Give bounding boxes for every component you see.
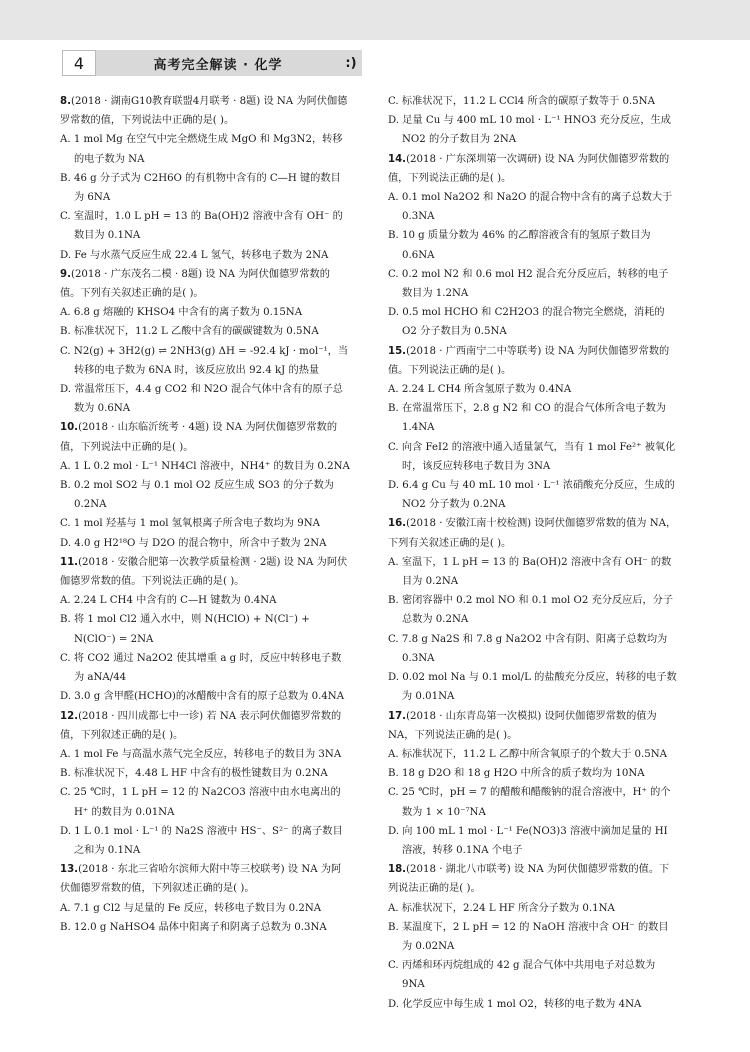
answer-option: B. 0.2 mol SO2 与 0.1 mol O2 反应生成 SO3 的分子数为 0.2NA [60,480,334,511]
question-block [388,707,678,861]
answer-option: C. 标准状况下，11.2 L CCl4 所含的碳原子数等于 0.5NA [388,96,655,107]
answer-option: C. 丙烯和环丙烷组成的 42 g 混合气体中共用电子对总数为 9NA [388,960,656,991]
question-number: 11. [60,556,79,568]
question-text: (2018 · 安徽合肥第一次教学质量检测 · 2题) 设 NA 为阿伏伽德罗常数的值。下列说法正确的是( )。 [60,556,348,588]
question-number: 12. [60,710,79,722]
question-block [60,553,350,707]
question-stem [388,150,678,188]
answer-option: B. 标准状况下，4.48 L HF 中含有的极性键数目为 0.2NA [60,768,328,780]
answer-option: A. 0.1 mol Na2O2 和 Na2O 的混合物中含有的离子总数大于 0.3NA [388,192,673,223]
answer-option: C. 室温时，1.0 L pH = 13 的 Ba(OH)2 溶液中含有 OH⁻ 的数目为 0.1NA [60,211,343,242]
question-number: 8. [60,96,71,107]
question-block [60,265,350,419]
question-text: (2018 · 湖北八市联考) 设 NA 为阿伏伽德罗常数的值。下列说法正确的是( )。 [388,864,670,895]
answer-option: D. 3.0 g 含甲醛(HCHO)的冰醋酸中含有的原子总数为 0.4NA [60,691,345,703]
answer-option: C. 0.2 mol N2 和 0.6 mol H2 混合充分反应后，转移的电子数目为 1.2NA [388,268,669,300]
answer-option: C. 将 CO2 通过 Na2O2 使其增重 a g 时，反应中转移电子数为 aNA/44 [60,652,342,684]
question-block [388,860,678,1014]
page-header [62,50,362,76]
question-stem [60,860,350,898]
question-text: (2018 · 湖南G10教育联盟4月联考 · 8题) 设 NA 为阿伏伽德罗常数的值，下列说法中正确的是( )。 [60,96,348,127]
question-block [60,707,350,861]
answer-option: B. 10 g 质量分数为 46% 的乙醇溶液含有的氢原子数目为 0.6NA [388,230,651,261]
left-column [60,92,350,937]
top-band [0,0,750,40]
question-text: (2018 · 山东青岛第一次模拟) 设阿伏伽德罗常数的值为 NA，下列说法正确的是( )。 [388,710,657,741]
question-block [60,92,350,265]
answer-option: C. 7.8 g Na2S 和 7.8 g Na2O2 中含有阴、阳离子总数均为 0.3NA [388,633,668,664]
answer-option: A. 7.1 g Cl2 与足量的 Fe 反应，转移电子数目为 0.2NA [60,902,322,914]
question-text: (2018 · 四川成都七中一诊) 若 NA 表示阿伏伽德罗常数的值，下列叙述正确的是( )。 [60,710,342,741]
answer-option: A. 2.24 L CH4 所含氢原子数为 0.4NA [388,384,572,396]
answer-option: B. 在常温常压下，2.8 g N2 和 CO 的混合气体所含电子数为 1.4NA [388,403,666,434]
question-stem [388,860,678,898]
answer-option: A. 标准状况下，2.24 L HF 所含分子数为 0.1NA [388,902,615,914]
question-block [60,860,350,937]
question-number: 9. [60,268,71,280]
answer-option: D. 向 100 mL 1 mol · L⁻¹ Fe(NO3)3 溶液中滴加足量的 HI 溶液，转移 0.1NA 个电子 [388,825,668,856]
answer-option: C. 向含 FeI2 的溶液中通入适量氯气，当有 1 mol Fe²⁺ 被氧化时，该反应转移电子数目为 3NA [388,441,676,472]
page-number: 4 [62,50,96,76]
question-block [388,342,678,515]
question-stem [388,514,678,552]
question-number: 10. [60,422,79,434]
answer-option: B. 12.0 g NaHSO4 晶体中阳离子和阴离子总数为 0.3NA [60,921,327,933]
answer-option: C. 1 mol 羟基与 1 mol 氢氧根离子所含电子数均为 9NA [60,518,320,530]
question-text: (2018 · 安徽江南十校检测) 设阿伏伽德罗常数的值为 NA，下列有关叙述正确的是( )。 [388,518,677,549]
answer-option: A. 6.8 g 熔融的 KHSO4 中含有的离子数为 0.15NA [60,307,303,319]
question-text: (2018 · 东北三省哈尔滨师大附中等三校联考) 设 NA 为阿伏伽德罗常数的值，下列叙述正确的是( )。 [60,864,342,895]
question-block [388,150,678,342]
answer-option: D. 化学反应中每生成 1 mol O2，转移的电子数为 4NA [388,998,642,1010]
answer-option: A. 2.24 L CH4 中含有的 C—H 键数为 0.4NA [60,595,277,607]
answer-option: C. N2(g) + 3H2(g) ⇌ 2NH3(g) ΔH = -92.4 kJ · mol⁻¹，当转移的电子数为 6NA 时，该反应放出 92.4 kJ 的热量 [60,345,349,376]
question-number: 17. [388,710,407,722]
answer-option: A. 1 mol Fe 与高温水蒸气完全反应，转移电子的数目为 3NA [60,748,342,760]
question-number: 16. [388,518,407,530]
answer-option: A. 标准状况下，11.2 L 乙醇中所含氧原子的个数大于 0.5NA [388,748,668,760]
question-number: 14. [388,153,407,165]
question-number: 15. [388,345,407,357]
answer-option: D. 1 L 0.1 mol · L⁻¹ 的 Na2S 溶液中 HS⁻、S²⁻ 的离子数目之和为 0.1NA [60,825,343,856]
answer-option: B. 标准状况下，11.2 L 乙酸中含有的碳碳键数为 0.5NA [60,326,319,338]
question-stem [60,418,350,456]
answer-option: D. 0.02 mol Na 与 0.1 mol/L 的盐酸充分反应，转移的电子数为 0.01NA [388,672,677,703]
answer-option: D. 4.0 g H2¹⁸O 与 D2O 的混合物中，所含中子数为 2NA [60,537,327,549]
question-text: (2018 · 广西南宁二中等联考) 设 NA 为阿伏伽德罗常数的值。下列说法正确的是( )。 [388,345,670,376]
answer-option: B. 18 g D2O 和 18 g H2O 中所含的质子数均为 10NA [388,768,645,780]
answer-option: C. 25 ℃时，1 L pH = 12 的 Na2CO3 溶液中由水电离出的 H⁺ 的数目为 0.01NA [60,787,341,818]
question-block [388,92,678,150]
answer-option: B. 某温度下，2 L pH = 12 的 NaOH 溶液中含 OH⁻ 的数目为 0.02NA [388,921,669,952]
answer-option: D. Fe 与水蒸气反应生成 22.4 L 氢气，转移电子数为 2NA [60,249,329,261]
question-block [60,418,350,552]
answer-option: A. 1 mol Mg 在空气中完全燃烧生成 MgO 和 Mg3N2，转移的电子数为 NA [60,134,343,165]
header-title: 高考完全解读 · 化学 [153,57,283,73]
question-text: (2018 · 广东深圳第一次调研) 设 NA 为阿伏伽德罗常数的值，下列说法正确的是( )。 [388,153,670,184]
answer-option: D. 6.4 g Cu 与 40 mL 10 mol · L⁻¹ 浓硝酸充分反应，生成的 NO2 分子数为 0.2NA [388,480,675,511]
question-stem [60,553,350,591]
answer-option: D. 常温常压下，4.4 g CO2 和 N2O 混合气体中含有的原子总数为 0.6NA [60,384,343,415]
question-stem [388,342,678,380]
answer-option: D. 足量 Cu 与 400 mL 10 mol · L⁻¹ HNO3 充分反应，生成 NO2 的分子数目为 2NA [388,115,671,146]
answer-option: B. 46 g 分子式为 C2H6O 的有机物中含有的 C—H 键的数目为 6NA [60,172,341,204]
question-stem [60,707,350,745]
smile-icon: :) [345,55,357,71]
answer-option: C. 25 ℃时，pH = 7 的醋酸和醋酸钠的混合溶液中，H⁺ 的个数为 1 × 10⁻⁷NA [388,787,671,818]
question-stem [60,265,350,303]
question-stem [388,707,678,745]
question-text: (2018 · 山东临沂统考 · 4题) 设 NA 为阿伏伽德罗常数的值，下列说法中正确的是( )。 [60,422,338,453]
answer-option: B. 密闭容器中 0.2 mol NO 和 0.1 mol O2 充分反应后，分子总数为 0.2NA [388,595,674,626]
answer-option: A. 1 L 0.2 mol · L⁻¹ NH4Cl 溶液中，NH4⁺ 的数目为 0.2NA [60,460,350,472]
answer-option: A. 室温下，1 L pH = 13 的 Ba(OH)2 溶液中含有 OH⁻ 的数目为 0.2NA [388,556,672,588]
answer-option: D. 0.5 mol HCHO 和 C2H2O3 的混合物完全燃烧，消耗的 O2 分子数目为 0.5NA [388,307,665,338]
question-stem [60,92,350,130]
right-column [388,92,678,1014]
question-block [388,514,678,706]
question-text: (2018 · 广东茂名二模 · 8题) 设 NA 为阿伏伽德罗常数的值。下列有关叙述正确的是( )。 [60,268,330,300]
answer-option: B. 将 1 mol Cl2 通入水中，则 N(HClO) + N(Cl⁻) + N(ClO⁻) = 2NA [60,614,310,645]
question-number: 18. [388,864,407,876]
question-number: 13. [60,864,79,876]
